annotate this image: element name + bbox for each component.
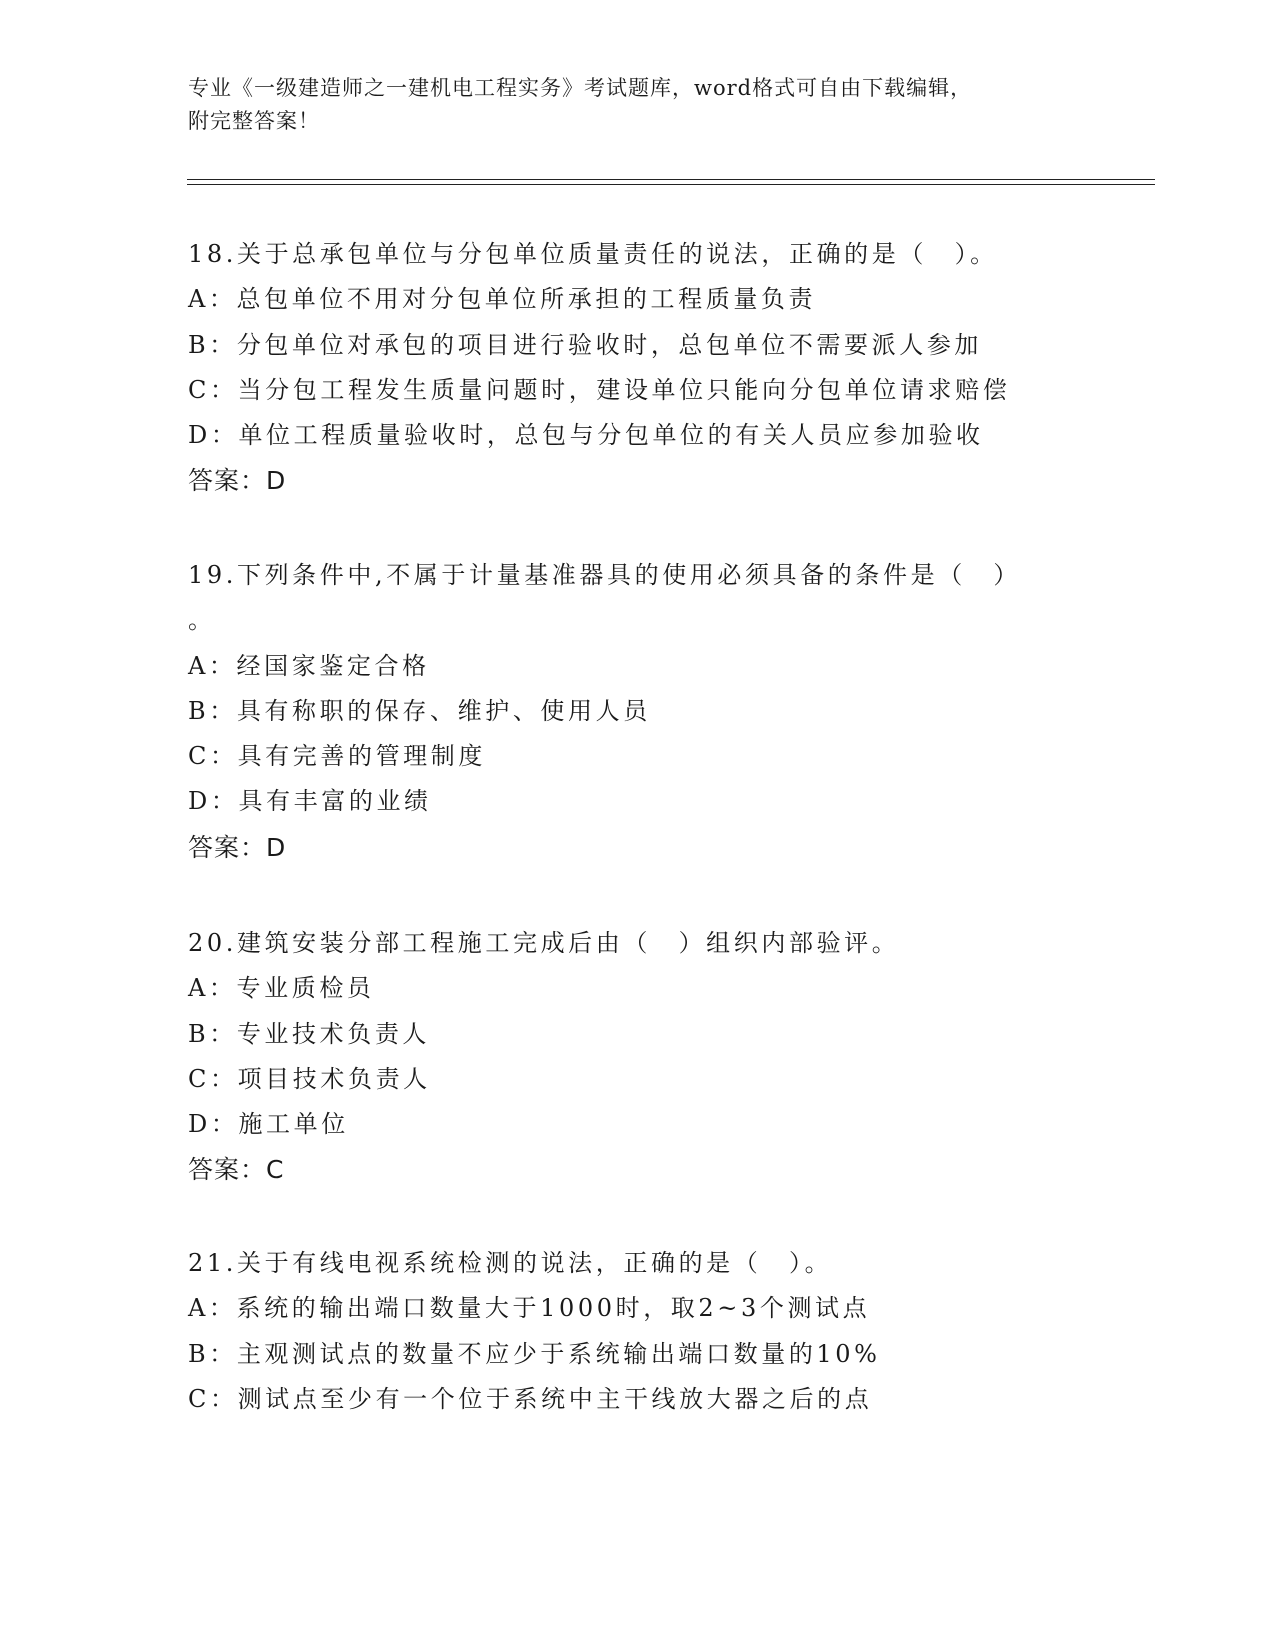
option-c: C：测试点至少有一个位于系统中主干线放大器之后的点 (188, 1384, 873, 1413)
option-b: B：具有称职的保存、维护、使用人员 (188, 696, 651, 725)
question-stem: 18.关于总承包单位与分包单位质量责任的说法，正确的是（ ）。 (188, 240, 998, 268)
option-c: C：当分包工程发生质量问题时，建设单位只能向分包单位请求赔偿 (188, 375, 1011, 404)
header-line-1: 专业《一级建造师之一建机电工程实务》考试题库，word格式可自由下载编辑， (188, 76, 973, 100)
option-b: B：专业技术负责人 (188, 1019, 431, 1048)
option-a: A：总包单位不用对分包单位所承担的工程质量负责 (188, 285, 817, 314)
option-a: A：系统的输出端口数量大于1000时，取2~3个测试点 (188, 1294, 871, 1323)
question-19 (188, 553, 1088, 870)
header-line-2: 附完整答案！ (188, 109, 320, 133)
question-20 (188, 921, 1088, 1193)
option-d: D：施工单位 (188, 1110, 349, 1139)
answer: 答案：C (188, 1155, 285, 1185)
header-rule-top (187, 179, 1155, 180)
header-rule-bottom (187, 184, 1155, 185)
option-d: D：单位工程质量验收时，总包与分包单位的有关人员应参加验收 (188, 421, 984, 450)
question-stem: 21.关于有线电视系统检测的说法，正确的是（ ）。 (188, 1249, 833, 1277)
answer: 答案：D (188, 466, 287, 496)
question-stem: 19.下列条件中,不属于计量基准器具的使用必须具备的条件是（ ） (188, 561, 1021, 589)
option-c: C：具有完善的管理制度 (188, 742, 486, 771)
option-a: A：专业质检员 (188, 974, 375, 1003)
question-stem-continuation: 。 (188, 606, 216, 635)
option-b: B：主观测试点的数量不应少于系统输出端口数量的10% (188, 1339, 881, 1368)
option-c: C：项目技术负责人 (188, 1064, 431, 1093)
option-a: A：经国家鉴定合格 (188, 651, 430, 680)
document-header (188, 72, 1068, 138)
option-b: B：分包单位对承包的项目进行验收时，总包单位不需要派人参加 (188, 330, 983, 359)
question-stem: 20.建筑安装分部工程施工完成后由（ ）组织内部验评。 (188, 929, 900, 957)
answer: 答案：D (188, 832, 287, 862)
option-d: D：具有丰富的业绩 (188, 787, 432, 816)
question-18 (188, 232, 1088, 504)
question-21 (188, 1241, 1088, 1422)
